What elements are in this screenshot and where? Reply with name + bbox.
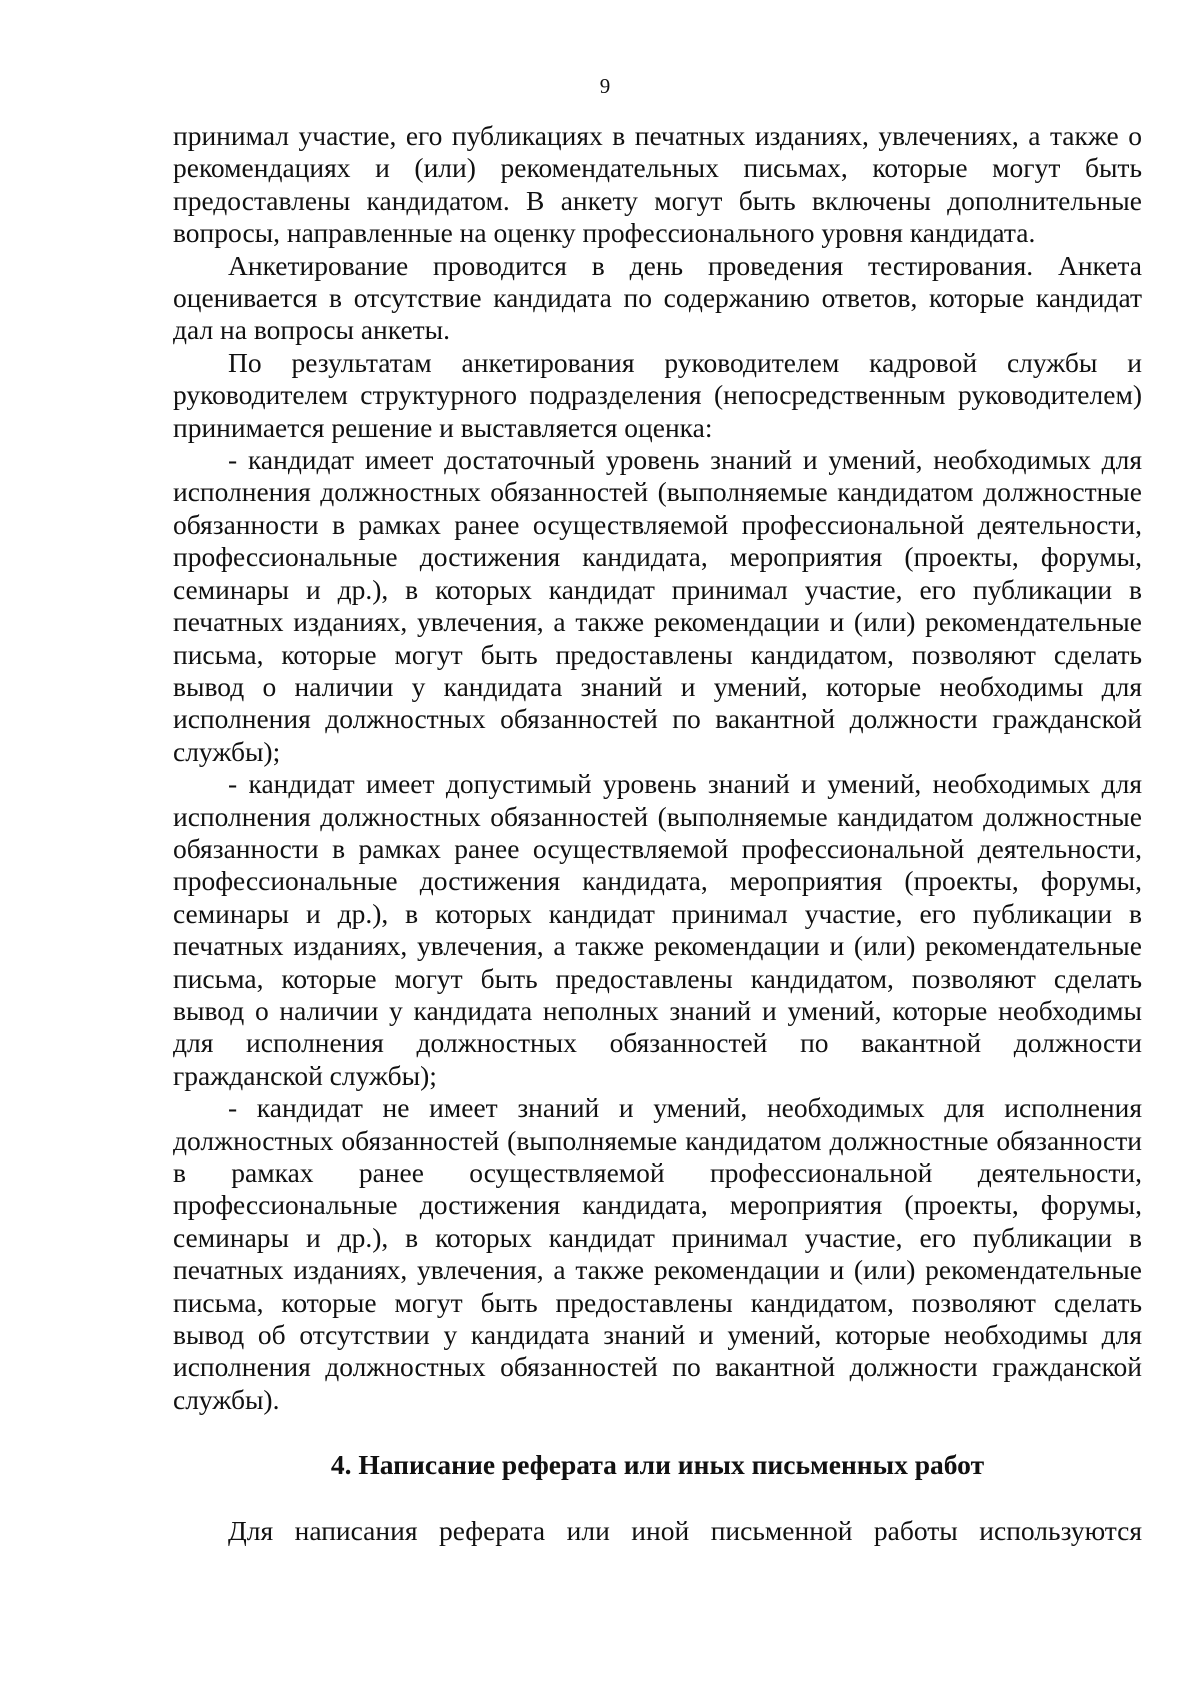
list-item-no-knowledge: - кандидат не имеет знаний и умений, необходимых для исполнения должностных обязанностей (выполняемые кандидатом должностные обязанности в рамках ранее осуществляемой профессиональной деятельности, профессиональные достижения кандидата, мероприятия (проекты, форумы, семинары и др.), в которых кандидат принимал участие, его публикации в печатных изданиях, увлечения, а также рекомендации и (или) рекомендательные письма, которые могут быть предоставлены кандидатом, позволяют сделать вывод об отсутствии у кандидата знаний и умений, которые необходимы для исполнения должностных обязанностей по вакантной должности гражданской службы). (173, 1092, 1142, 1415)
list-item-acceptable-level: - кандидат имеет допустимый уровень знаний и умений, необходимых для исполнения должностных обязанностей (выполняемые кандидатом должностные обязанности в рамках ранее осуществляемой профессиональной деятельности, профессиональные достижения кандидата, мероприятия (проекты, форумы, семинары и др.), в которых кандидат принимал участие, его публикации в печатных изданиях, увлечения, а также рекомендации и (или) рекомендательные письма, которые могут быть предоставлены кандидатом, позволяют сделать вывод о наличии у кандидата неполных знаний и умений, которые необходимы для исполнения должностных обязанностей по вакантной должности гражданской службы); (173, 768, 1142, 1091)
list-item-sufficient-level: - кандидат имеет достаточный уровень знаний и умений, необходимых для исполнения должностных обязанностей (выполняемые кандидатом должностные обязанности в рамках ранее осуществляемой профессиональной деятельности, профессиональные достижения кандидата, мероприятия (проекты, форумы, семинары и др.), в которых кандидат принимал участие, его публикации в печатных изданиях, увлечения, а также рекомендации и (или) рекомендательные письма, которые могут быть предоставлены кандидатом, позволяют сделать вывод о наличии у кандидата знаний и умений, которые необходимы для исполнения должностных обязанностей по вакантной должности гражданской службы); (173, 444, 1142, 767)
paragraph-questionnaire-continuation: принимал участие, его публикациях в печатных изданиях, увлечениях, а также о рекомендациях и (или) рекомендательных письмах, которые могут быть предоставлены кандидатом. В анкету могут быть включены дополнительные вопросы, направленные на оценку профессионального уровня кандидата. (173, 120, 1142, 249)
paragraph-essay-intro: Для написания реферата или иной письменной работы используются (228, 1514, 1142, 1546)
document-body (173, 120, 1142, 1547)
page-number: 9 (599, 74, 611, 98)
section-heading: 4. Написание реферата или иных письменных работ (330, 1449, 985, 1481)
paragraph-questionnaire-timing: Анкетирование проводится в день проведения тестирования. Анкета оценивается в отсутствие кандидата по содержанию ответов, которые кандидат дал на вопросы анкеты. (173, 249, 1142, 346)
paragraph-assessment-decision: По результатам анкетирования руководителем кадровой службы и руководителем структурного подразделения (непосредственным руководителем) принимается решение и выставляется оценка: (173, 346, 1142, 443)
